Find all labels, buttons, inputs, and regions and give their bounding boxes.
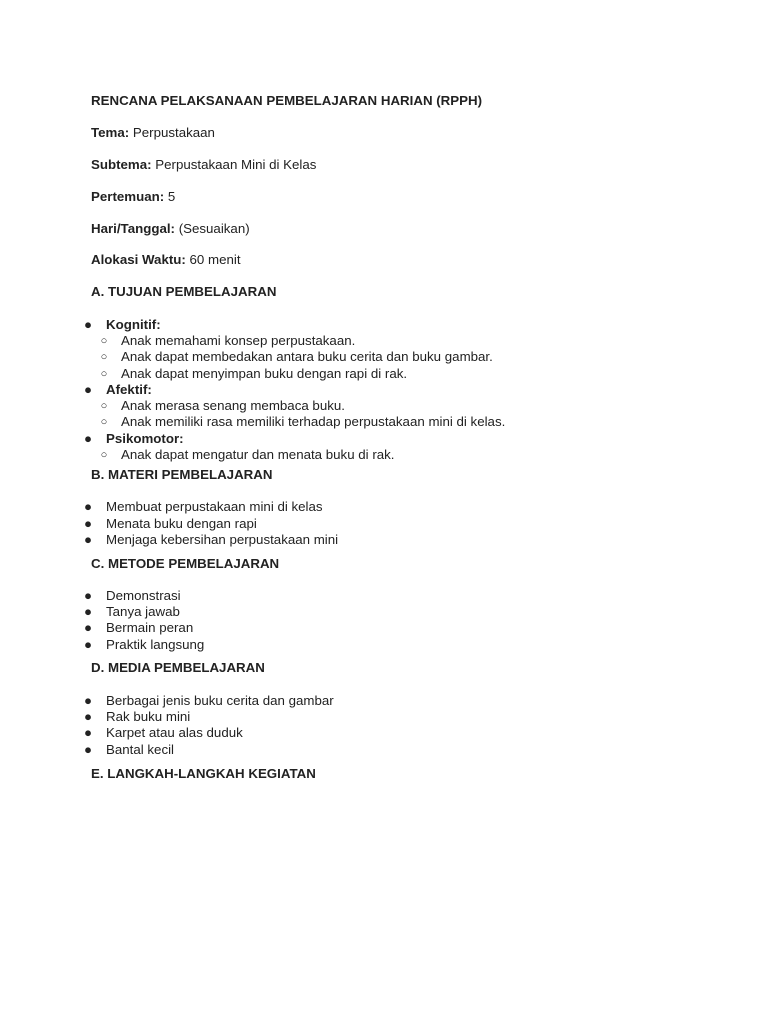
meta-label: Pertemuan:	[91, 189, 165, 204]
bullet-icon: ●	[83, 742, 93, 757]
meta-label: Tema:	[91, 125, 130, 140]
bullet-icon: ●	[83, 604, 93, 619]
meta-label: Alokasi Waktu:	[91, 252, 186, 267]
meta-value: Perpustakaan	[132, 125, 215, 140]
bullet-icon: ●	[83, 499, 93, 514]
section-a-heading: A. TUJUAN PEMBELAJARAN	[91, 284, 277, 299]
bullet-icon: ●	[83, 382, 93, 397]
item-text: Rak buku mini	[106, 709, 191, 724]
item-text: Tanya jawab	[106, 604, 180, 619]
meta-alokasi-waktu	[91, 252, 241, 268]
item-text: Bermain peran	[106, 620, 194, 635]
meta-pertemuan	[91, 189, 175, 205]
bullet-icon: ●	[83, 637, 93, 652]
item-text: Berbagai jenis buku cerita dan gambar	[106, 693, 334, 708]
group-label-kognitif: Kognitif:	[106, 317, 161, 332]
bullet-icon: ●	[83, 431, 93, 446]
document-title: RENCANA PELAKSANAAN PEMBELAJARAN HARIAN (RPPH)	[91, 93, 483, 108]
meta-subtema	[91, 157, 316, 173]
meta-label: Subtema:	[91, 157, 152, 172]
meta-hari-tanggal	[91, 221, 250, 237]
bullet-icon: ●	[83, 709, 93, 724]
meta-value: Perpustakaan Mini di Kelas	[155, 157, 317, 172]
sub-bullet-icon: ○	[100, 400, 108, 412]
sub-item-text: Anak merasa senang membaca buku.	[121, 398, 345, 413]
section-e-heading: E. LANGKAH-LANGKAH KEGIATAN	[91, 766, 316, 781]
section-b-heading: B. MATERI PEMBELAJARAN	[91, 467, 273, 482]
sub-bullet-icon: ○	[100, 335, 108, 347]
group-label-afektif: Afektif:	[106, 382, 152, 397]
bullet-icon: ●	[83, 725, 93, 740]
meta-tema	[91, 125, 215, 141]
item-text: Menata buku dengan rapi	[106, 516, 257, 531]
item-text: Praktik langsung	[106, 637, 205, 652]
sub-item-text: Anak dapat mengatur dan menata buku di rak.	[121, 447, 395, 462]
sub-bullet-icon: ○	[100, 416, 108, 428]
sub-item-text: Anak dapat menyimpan buku dengan rapi di rak.	[121, 366, 408, 381]
bullet-icon: ●	[83, 620, 93, 635]
group-label-psikomotor: Psikomotor:	[106, 431, 184, 446]
item-text: Demonstrasi	[106, 588, 181, 603]
sub-item-text: Anak memahami konsep perpustakaan.	[121, 333, 356, 348]
sub-bullet-icon: ○	[100, 368, 108, 380]
sub-bullet-icon: ○	[100, 351, 108, 363]
section-c-heading: C. METODE PEMBELAJARAN	[91, 556, 280, 571]
meta-value: 60 menit	[189, 252, 241, 267]
bullet-icon: ●	[83, 532, 93, 547]
meta-value: (Sesuaikan)	[178, 221, 250, 236]
sub-item-text: Anak memiliki rasa memiliki terhadap perpustakaan mini di kelas.	[121, 414, 506, 429]
bullet-icon: ●	[83, 588, 93, 603]
meta-value: 5	[167, 189, 176, 204]
sub-bullet-icon: ○	[100, 449, 108, 461]
item-text: Membuat perpustakaan mini di kelas	[106, 499, 323, 514]
item-text: Menjaga kebersihan perpustakaan mini	[106, 532, 339, 547]
item-text: Bantal kecil	[106, 742, 174, 757]
section-d-heading: D. MEDIA PEMBELAJARAN	[91, 660, 265, 675]
meta-label: Hari/Tanggal:	[91, 221, 175, 236]
bullet-icon: ●	[83, 317, 93, 332]
sub-item-text: Anak dapat membedakan antara buku cerita dan buku gambar.	[121, 349, 493, 364]
bullet-icon: ●	[83, 693, 93, 708]
item-text: Karpet atau alas duduk	[106, 725, 243, 740]
bullet-icon: ●	[83, 516, 93, 531]
